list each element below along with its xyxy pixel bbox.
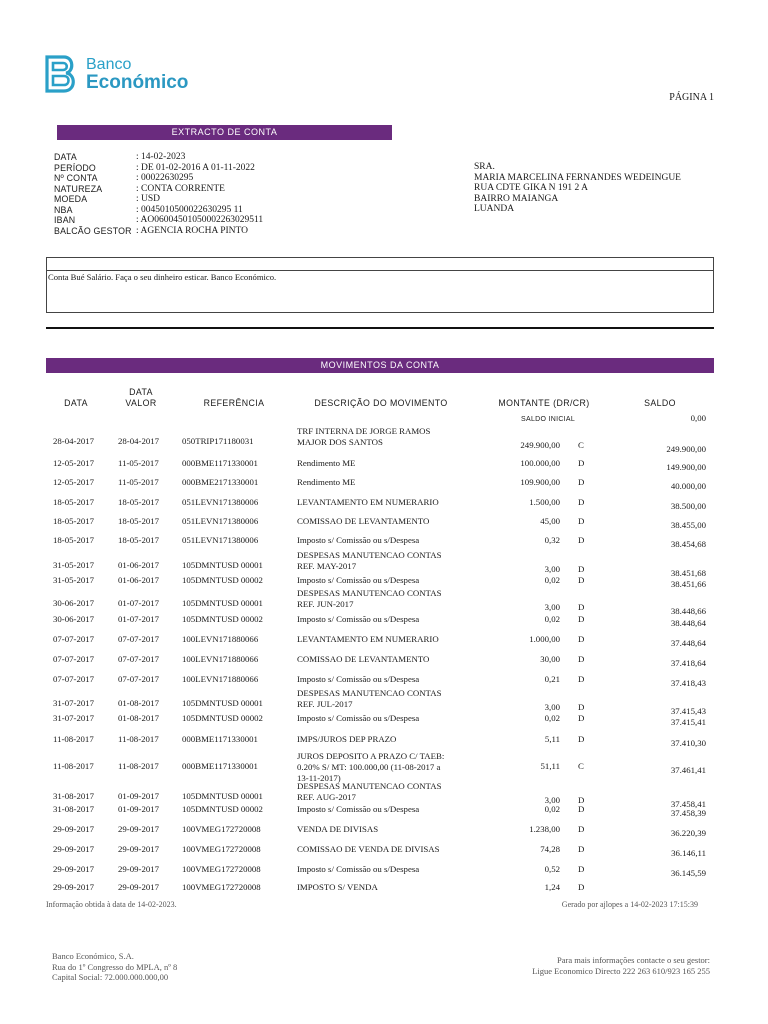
row-description: DESPESAS MANUTENCAO CONTAS — [297, 781, 442, 791]
row-reference: 105DMNTUSD 00002 — [182, 713, 263, 723]
row-date: 29-09-2017 — [53, 882, 95, 892]
opening-balance-label: SALDO INICIAL — [521, 416, 576, 423]
row-description: TRF INTERNA DE JORGE RAMOS — [297, 426, 431, 436]
info-value: : 0045010500022630295 11 — [136, 204, 243, 215]
row-debit-credit: D — [578, 614, 585, 624]
info-label: NBA — [54, 204, 73, 215]
row-debit-credit: D — [578, 477, 585, 487]
row-reference: 100VMEG172720008 — [182, 824, 261, 834]
row-value-date: 18-05-2017 — [118, 497, 160, 507]
row-debit-credit: D — [578, 535, 585, 545]
row-amount: 1,24 — [544, 882, 560, 892]
row-date: 18-05-2017 — [53, 516, 95, 526]
row-value-date: 29-09-2017 — [118, 882, 160, 892]
row-debit-credit: D — [578, 602, 585, 612]
info-value: : 00022630295 — [136, 173, 194, 183]
row-value-date: 01-08-2017 — [118, 698, 160, 708]
col-header-amount: MONTANTE (DR/CR) — [498, 398, 590, 408]
row-reference: 000BME1171330001 — [182, 734, 258, 744]
row-debit-credit: D — [578, 702, 585, 712]
row-amount: 100.000,00 — [520, 458, 560, 468]
row-balance: 38.451,68 — [670, 568, 706, 578]
row-reference: 105DMNTUSD 00002 — [182, 804, 263, 814]
info-value: : CONTA CORRENTE — [136, 183, 225, 194]
row-debit-credit: C — [578, 761, 584, 771]
row-amount: 74,28 — [540, 844, 560, 854]
row-description: 0.20% S/ MT: 100.000,00 (11-08-2017 a — [297, 762, 441, 772]
footer-line: Banco Económico, S.A. — [52, 951, 134, 961]
row-debit-credit: D — [578, 654, 585, 664]
row-reference: 105DMNTUSD 00001 — [182, 560, 263, 570]
row-value-date: 29-09-2017 — [118, 824, 160, 834]
row-debit-credit: D — [578, 564, 585, 574]
row-date: 31-08-2017 — [53, 791, 95, 801]
row-value-date: 07-07-2017 — [118, 634, 160, 644]
col-header-reference: REFERÊNCIA — [203, 398, 265, 408]
row-date: 18-05-2017 — [53, 497, 95, 507]
row-date: 29-09-2017 — [53, 824, 95, 834]
row-reference: 105DMNTUSD 00001 — [182, 791, 263, 801]
row-amount: 0,21 — [544, 674, 560, 684]
row-value-date: 01-09-2017 — [118, 791, 160, 801]
row-reference: 050TRIP171180031 — [182, 436, 254, 446]
footer-line: Rua do 1º Congresso do MPLA, nº 8 — [52, 961, 178, 972]
col-header-description: DESCRIÇÃO DO MOVIMENTO — [314, 398, 448, 408]
row-amount: 249.900,00 — [520, 440, 560, 450]
row-balance: 37.458,41 — [670, 799, 706, 809]
row-amount: 109.900,00 — [520, 477, 560, 487]
row-date: 29-09-2017 — [53, 844, 95, 854]
col-header-balance: SALDO — [644, 398, 676, 408]
row-description: Imposto s/ Comissão ou s/Despesa — [297, 713, 420, 723]
row-debit-credit: D — [578, 458, 585, 468]
info-value: : DE 01-02-2016 A 01-11-2022 — [136, 162, 255, 173]
row-date: 28-04-2017 — [53, 436, 95, 446]
row-value-date: 29-09-2017 — [118, 864, 160, 874]
row-value-date: 01-07-2017 — [118, 614, 160, 624]
row-date: 12-05-2017 — [53, 458, 95, 468]
row-reference: 000BME1171330001 — [182, 458, 258, 468]
row-description: Imposto s/ Comissão ou s/Despesa — [297, 575, 420, 585]
row-value-date: 11-08-2017 — [118, 734, 159, 744]
row-reference: 100VMEG172720008 — [182, 844, 261, 854]
col-header-date: DATA — [64, 398, 88, 408]
promo-message: Conta Bué Salário. Faça o seu dinheiro esticar. Banco Económico. — [48, 272, 277, 282]
address-line: LUANDA — [474, 204, 515, 214]
row-value-date: 01-06-2017 — [118, 560, 160, 570]
row-debit-credit: D — [578, 882, 585, 892]
info-label: DATA — [54, 152, 77, 162]
row-description: LEVANTAMENTO EM NUMERARIO — [297, 634, 439, 644]
row-description: 13-11-2017) — [297, 773, 341, 783]
row-description: IMPS/JUROS DEP PRAZO — [297, 734, 397, 744]
row-balance: 38.455,00 — [670, 520, 706, 530]
row-balance: 38.448,66 — [670, 606, 706, 616]
row-value-date: 07-07-2017 — [118, 674, 160, 684]
row-amount: 0,02 — [544, 804, 560, 814]
row-amount: 5,11 — [544, 734, 560, 744]
info-label: PERÍODO — [54, 162, 96, 173]
footer-line: Capital Social: 72.000.000.000,00 — [52, 972, 169, 982]
row-balance: 37.461,41 — [670, 765, 706, 775]
row-debit-credit: C — [578, 440, 584, 450]
row-balance: 36.146,11 — [671, 848, 706, 858]
brand-name-line1: Banco — [86, 56, 132, 73]
row-amount: 3,00 — [544, 795, 560, 805]
contact-footer-info — [532, 955, 710, 976]
row-description: VENDA DE DIVISAS — [297, 824, 379, 834]
row-date: 11-08-2017 — [53, 761, 94, 771]
info-label: Nº CONTA — [54, 173, 98, 183]
row-date: 31-05-2017 — [53, 560, 95, 570]
statement-title-bar: EXTRACTO DE CONTA — [57, 125, 392, 140]
row-description: Rendimento ME — [297, 477, 356, 487]
row-date: 18-05-2017 — [53, 535, 95, 545]
info-label: BALCÃO GESTOR — [54, 225, 132, 236]
row-amount: 1.500,00 — [529, 497, 560, 507]
row-amount: 30,00 — [540, 654, 560, 664]
bank-footer-info — [52, 951, 177, 983]
row-date: 31-05-2017 — [53, 575, 95, 585]
row-reference: 100VMEG172720008 — [182, 882, 261, 892]
page-number: PÁGINA 1 — [669, 92, 714, 103]
info-label: MOEDA — [54, 194, 88, 204]
row-description: Imposto s/ Comissão ou s/Despesa — [297, 614, 420, 624]
row-debit-credit: D — [578, 844, 585, 854]
row-balance: 149.900,00 — [666, 462, 706, 472]
row-description: REF. MAY-2017 — [297, 561, 357, 571]
row-debit-credit: D — [578, 713, 585, 723]
row-debit-credit: D — [578, 795, 585, 805]
col-header-value-date-1: DATA — [129, 387, 153, 397]
opening-balance-value: 0,00 — [690, 413, 706, 423]
row-balance: 37.418,64 — [670, 658, 706, 668]
row-value-date: 18-05-2017 — [118, 535, 160, 545]
row-description: IMPOSTO S/ VENDA — [297, 882, 378, 892]
row-amount: 0,32 — [544, 535, 560, 545]
row-value-date: 11-05-2017 — [118, 458, 159, 468]
row-balance: 38.500,00 — [670, 501, 706, 511]
col-header-value-date-2: VALOR — [125, 398, 157, 408]
row-amount: 0,02 — [544, 614, 560, 624]
row-date: 30-06-2017 — [53, 598, 95, 608]
row-description: REF. JUL-2017 — [297, 699, 353, 709]
row-description: Imposto s/ Comissão ou s/Despesa — [297, 804, 420, 814]
row-balance: 37.410,30 — [670, 738, 706, 748]
row-reference: 000BME1171330001 — [182, 761, 258, 771]
row-date: 30-06-2017 — [53, 614, 95, 624]
row-value-date: 01-09-2017 — [118, 804, 160, 814]
row-reference: 000BME2171330001 — [182, 477, 259, 487]
row-value-date: 18-05-2017 — [118, 516, 160, 526]
row-debit-credit: D — [578, 575, 585, 585]
row-reference: 051LEVN171380006 — [182, 497, 259, 507]
movements-title-bar: MOVIMENTOS DA CONTA — [46, 358, 714, 373]
row-description: Imposto s/ Comissão ou s/Despesa — [297, 674, 420, 684]
row-value-date: 11-08-2017 — [118, 761, 159, 771]
row-debit-credit: D — [578, 734, 585, 744]
row-amount: 0,52 — [544, 864, 560, 874]
data-timestamp-note: Informação obtida à data de 14-02-2023. — [46, 900, 177, 909]
row-debit-credit: D — [578, 516, 585, 526]
address-line: RUA CDTE GIKA N 191 2 A — [474, 183, 589, 193]
row-debit-credit: D — [578, 864, 585, 874]
row-date: 12-05-2017 — [53, 477, 95, 487]
row-description: COMISSAO DE LEVANTAMENTO — [297, 516, 430, 526]
address-line: MARIA MARCELINA FERNANDES WEDEINGUE — [474, 172, 681, 183]
row-description: DESPESAS MANUTENCAO CONTAS — [297, 550, 442, 560]
row-amount: 3,00 — [544, 564, 560, 574]
row-balance: 38.454,68 — [670, 539, 706, 549]
footer-line: Ligue Economico Directo 222 263 610/923 165 255 — [532, 965, 710, 976]
row-debit-credit: D — [578, 634, 585, 644]
row-reference: 051LEVN171380006 — [182, 516, 259, 526]
row-value-date: 11-05-2017 — [118, 477, 159, 487]
info-value: : USD — [136, 194, 161, 204]
row-date: 07-07-2017 — [53, 654, 95, 664]
row-amount: 1.000,00 — [529, 634, 560, 644]
row-reference: 105DMNTUSD 00001 — [182, 698, 263, 708]
row-description: MAJOR DOS SANTOS — [297, 437, 383, 447]
row-amount: 0,02 — [544, 713, 560, 723]
row-description: REF. AUG-2017 — [297, 792, 356, 802]
row-value-date: 01-07-2017 — [118, 598, 160, 608]
row-date: 31-07-2017 — [53, 698, 95, 708]
row-description: DESPESAS MANUTENCAO CONTAS — [297, 688, 442, 698]
row-balance: 37.415,43 — [670, 706, 706, 716]
row-description: DESPESAS MANUTENCAO CONTAS — [297, 588, 442, 598]
row-value-date: 29-09-2017 — [118, 844, 160, 854]
row-balance: 38.448,64 — [670, 618, 706, 628]
row-amount: 1.238,00 — [529, 824, 560, 834]
row-balance: 40.000,00 — [670, 481, 706, 491]
row-value-date: 01-06-2017 — [118, 575, 160, 585]
generated-by-note: Gerado por ajlopes a 14-02-2023 17:15:39 — [561, 900, 698, 909]
row-reference: 105DMNTUSD 00002 — [182, 614, 263, 624]
row-reference: 100LEVN171880066 — [182, 674, 259, 684]
row-value-date: 28-04-2017 — [118, 436, 160, 446]
row-amount: 3,00 — [544, 702, 560, 712]
info-label: NATUREZA — [54, 183, 103, 194]
row-balance: 36.145,59 — [670, 868, 706, 878]
row-debit-credit: D — [578, 497, 585, 507]
row-amount: 3,00 — [544, 602, 560, 612]
row-balance: 37.418,43 — [670, 678, 706, 688]
row-value-date: 01-08-2017 — [118, 713, 160, 723]
row-balance: 38.451,66 — [670, 579, 706, 589]
row-debit-credit: D — [578, 674, 585, 684]
row-description: LEVANTAMENTO EM NUMERARIO — [297, 497, 439, 507]
row-date: 07-07-2017 — [53, 634, 95, 644]
row-date: 07-07-2017 — [53, 674, 95, 684]
row-date: 31-07-2017 — [53, 713, 95, 723]
row-balance: 37.458,39 — [670, 808, 706, 818]
row-balance: 36.220,39 — [670, 828, 706, 838]
address-line: SRA. — [474, 162, 495, 172]
info-value: : AGENCIA ROCHA PINTO — [136, 225, 248, 236]
row-description: REF. JUN-2017 — [297, 599, 354, 609]
row-debit-credit: D — [578, 824, 585, 834]
row-value-date: 07-07-2017 — [118, 654, 160, 664]
info-value: : 14-02-2023 — [136, 152, 186, 162]
row-date: 31-08-2017 — [53, 804, 95, 814]
row-amount: 45,00 — [540, 516, 560, 526]
row-debit-credit: D — [578, 804, 585, 814]
brand-name-line2: Económico — [86, 72, 189, 93]
address-line: BAIRRO MAIANGA — [474, 193, 559, 204]
row-reference: 100LEVN171880066 — [182, 634, 259, 644]
row-description: Imposto s/ Comissão ou s/Despesa — [297, 864, 420, 874]
row-description: COMISSAO DE VENDA DE DIVISAS — [297, 844, 440, 854]
row-reference: 105DMNTUSD 00001 — [182, 598, 263, 608]
row-reference: 105DMNTUSD 00002 — [182, 575, 263, 585]
row-reference: 051LEVN171380006 — [182, 535, 259, 545]
row-description: COMISSAO DE LEVANTAMENTO — [297, 654, 430, 664]
footer-line: Para mais informações contacte o seu gestor: — [557, 955, 710, 965]
row-balance: 37.448,64 — [670, 638, 706, 648]
row-amount: 51,11 — [540, 761, 560, 771]
info-label: IBAN — [54, 215, 76, 225]
row-reference: 100LEVN171880066 — [182, 654, 259, 664]
row-description: Rendimento ME — [297, 458, 356, 468]
row-reference: 100VMEG172720008 — [182, 864, 261, 874]
row-date: 11-08-2017 — [53, 734, 94, 744]
row-date: 29-09-2017 — [53, 864, 95, 874]
info-value: : AO06004501050002263029511 — [136, 215, 264, 225]
row-balance: 249.900,00 — [666, 444, 706, 454]
row-amount: 0,02 — [544, 575, 560, 585]
row-description: Imposto s/ Comissão ou s/Despesa — [297, 535, 420, 545]
row-description: JUROS DEPOSITO A PRAZO C/ TAEB: — [297, 751, 445, 761]
row-balance: 37.415,41 — [670, 717, 706, 727]
